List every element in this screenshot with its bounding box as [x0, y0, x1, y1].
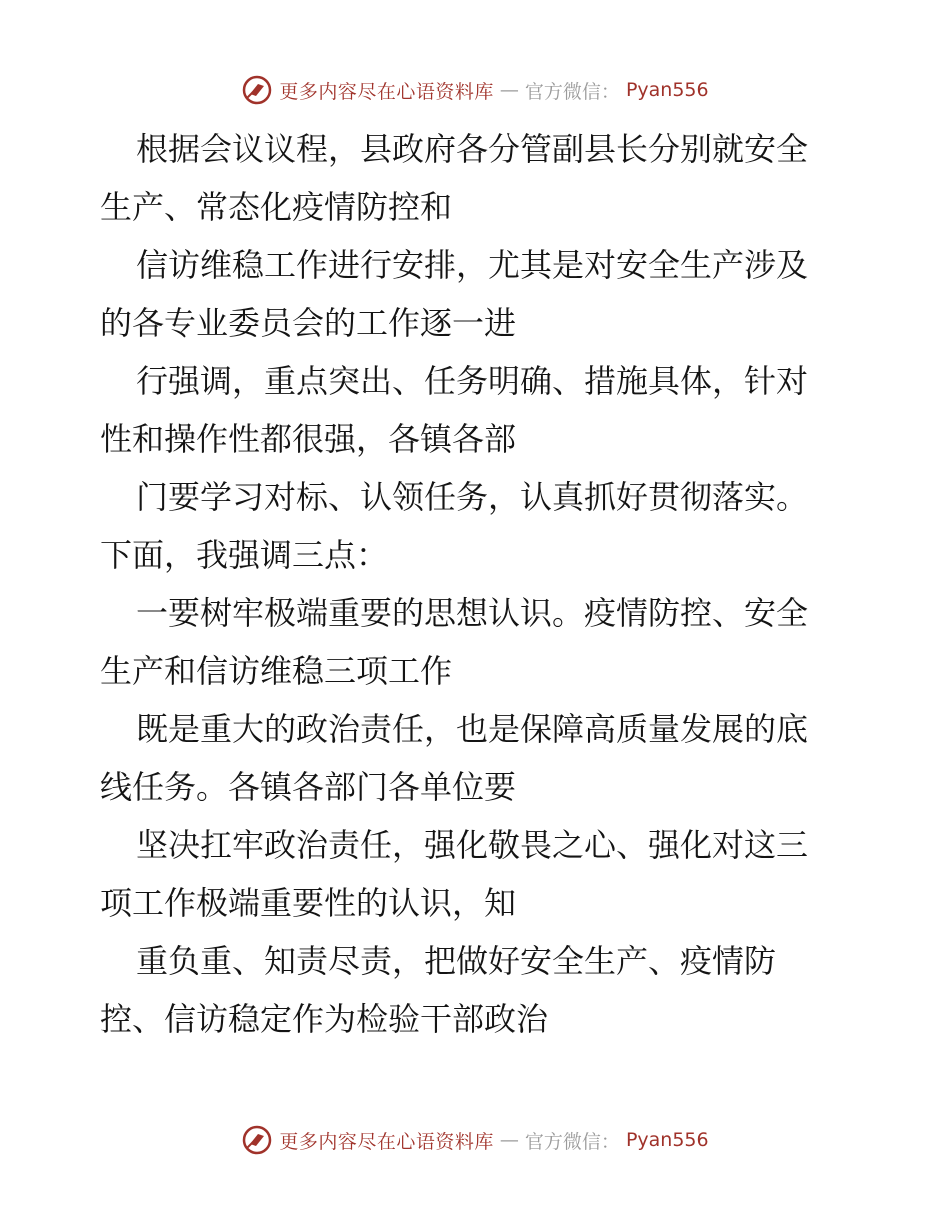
text-line: 的各专业委员会的工作逐一进 [100, 304, 517, 342]
logo-icon [241, 1124, 273, 1156]
text-line: 下面，我强调三点： [100, 536, 389, 574]
text-line: 一要树牢极端重要的思想认识。疫情防控、安全 [136, 594, 809, 632]
watermark-text: 更多内容尽在心语资料库 [279, 1130, 494, 1153]
text-line: 线任务。各镇各部门各单位要 [100, 768, 517, 806]
text-line: 坚决扛牢政治责任，强化敬畏之心、强化对这三 [136, 826, 809, 864]
watermark-label: 官方微信： [524, 80, 620, 103]
watermark-label: 官方微信： [524, 1130, 620, 1153]
text-line: 性和操作性都很强，各镇各部 [100, 420, 517, 458]
text-line: 项工作极端重要性的认识，知 [100, 884, 517, 922]
text-line: 根据会议议程，县政府各分管副县长分别就安全 [136, 130, 809, 168]
watermark-id: Pyan556 [625, 1129, 709, 1151]
footer-watermark [0, 1120, 950, 1160]
document-body [100, 120, 860, 1048]
header-watermark [0, 70, 950, 110]
watermark-separator: — [499, 1129, 519, 1151]
text-line: 信访维稳工作进行安排，尤其是对安全生产涉及 [136, 246, 809, 284]
watermark-text: 更多内容尽在心语资料库 [279, 80, 494, 103]
logo-icon [241, 74, 273, 106]
text-line: 控、信访稳定作为检验干部政治 [100, 1000, 549, 1038]
text-line: 生产和信访维稳三项工作 [100, 652, 453, 690]
text-line: 生产、常态化疫情防控和 [100, 188, 453, 226]
text-line: 行强调，重点突出、任务明确、措施具体，针对 [136, 362, 809, 400]
watermark-separator: — [499, 79, 519, 101]
watermark-id: Pyan556 [625, 79, 709, 101]
text-line: 既是重大的政治责任，也是保障高质量发展的底 [136, 710, 809, 748]
text-line: 重负重、知责尽责，把做好安全生产、疫情防 [136, 942, 777, 980]
text-line: 门要学习对标、认领任务，认真抓好贯彻落实。 [136, 478, 809, 516]
